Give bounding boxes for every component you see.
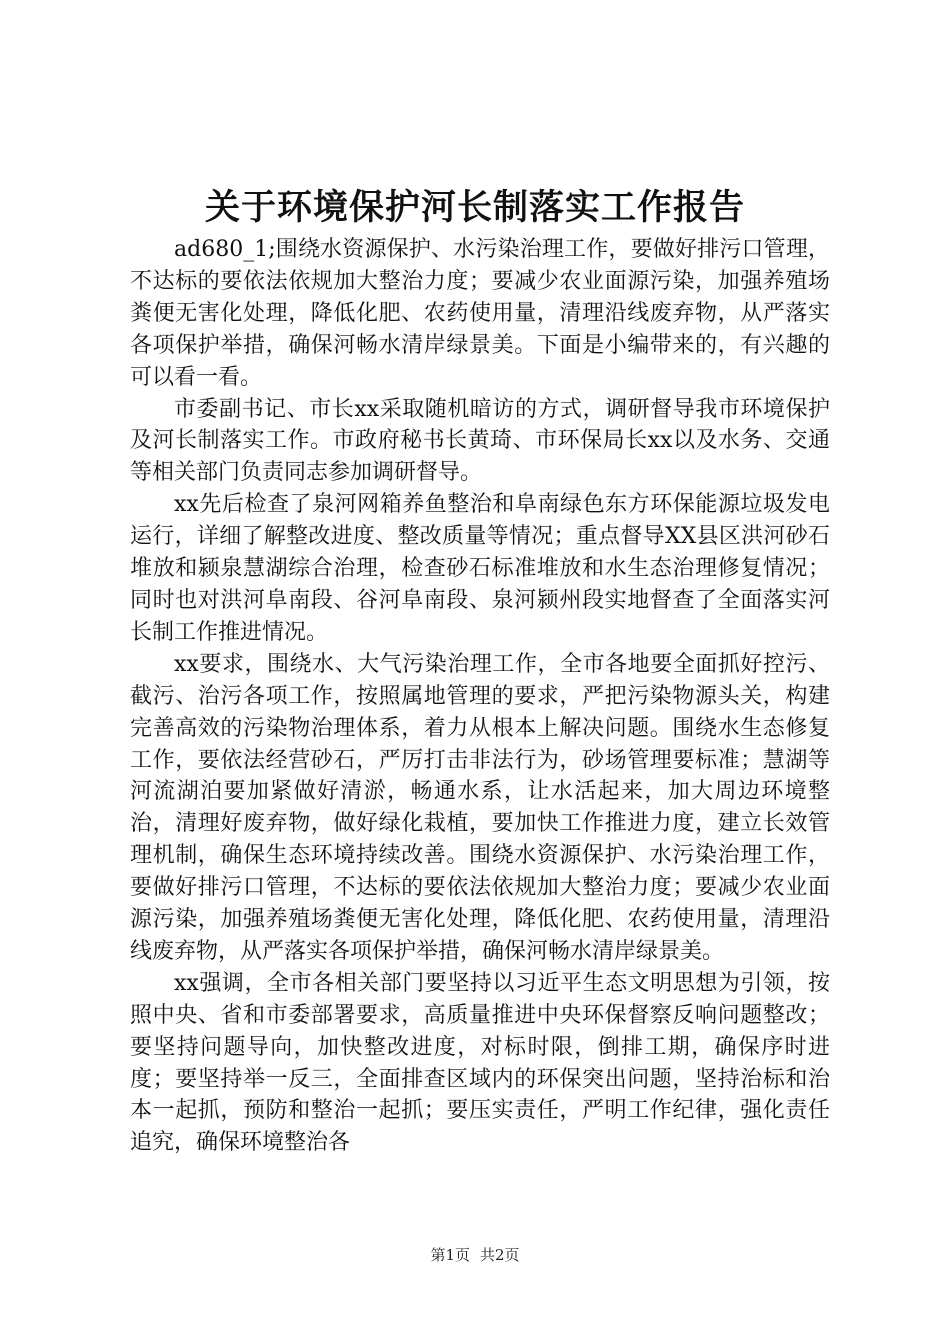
paragraph-intro: ad680_1;围绕水资源保护、水污染治理工作，要做好排污口管理，不达标的要依法依规加大整治力度；要减少农业面源污染，加强养殖场粪便无害化处理，降低化肥、农药使用量，清理沿线废弃物，从严落实各项保护举措，确保河畅水清岸绿景美。下面是小编带来的，有兴趣的可以看一看。 [130, 237, 830, 390]
paragraph-inspection: 市委副书记、市长xx采取随机暗访的方式，调研督导我市环境保护及河长制落实工作。市政府秘书长黄琦、市环保局长xx以及水务、交通等相关部门负责同志参加调研督导。 [130, 396, 830, 486]
page-footer [0, 1244, 950, 1266]
paragraph-emphasis: xx强调，全市各相关部门要坚持以习近平生态文明思想为引领，按照中央、省和市委部署要求，高质量推进中央环保督察反响问题整改；要坚持问题导向，加快整改进度，对标时限，倒排工期，确保序时进度；要坚持举一反三，全面排查区域内的环保突出问题，坚持治标和治本一起抓，预防和整治一起抓；要压实责任，严明工作纪律，强化责任追究，确保环境整治各 [130, 970, 830, 1156]
document-title: 关于环境保护河长制落实工作报告 [204, 187, 745, 228]
page-number-current: 第1页 [430, 1246, 470, 1264]
paragraph-requirements: xx要求，围绕水、大气污染治理工作，全市各地要全面抓好控污、截污、治污各项工作，按照属地管理的要求，严把污染物源头关，构建完善高效的污染物治理体系，着力从根本上解决问题。围绕水生态修复工作，要依法经营砂石，严厉打击非法行为，砂场管理要标准；慧湖等河流湖泊要加紧做好清淤，畅通水系，让水活起来，加大周边环境整治，清理好废弃物，做好绿化栽植，要加快工作推进力度，建立长效管理机制，确保生态环境持续改善。围绕水资源保护、水污染治理工作，要做好排污口管理，不达标的要依法依规加大整治力度；要减少农业面源污染，加强养殖场粪便无害化处理，降低化肥、农药使用量，清理沿线废弃物，从严落实各项保护举措，确保河畅水清岸绿景美。 [130, 651, 830, 964]
page-number-total: 共2页 [480, 1246, 520, 1264]
document-body [130, 234, 830, 1159]
paragraph-site-checks: xx先后检查了泉河网箱养鱼整治和阜南绿色东方环保能源垃圾发电运行，详细了解整改进度、整改质量等情况；重点督导XX县区洪河砂石堆放和颍泉慧湖综合治理，检查砂石标准堆放和水生态治理修复情况；同时也对洪河阜南段、谷河阜南段、泉河颍州段实地督查了全面落实河长制工作推进情况。 [130, 492, 830, 645]
